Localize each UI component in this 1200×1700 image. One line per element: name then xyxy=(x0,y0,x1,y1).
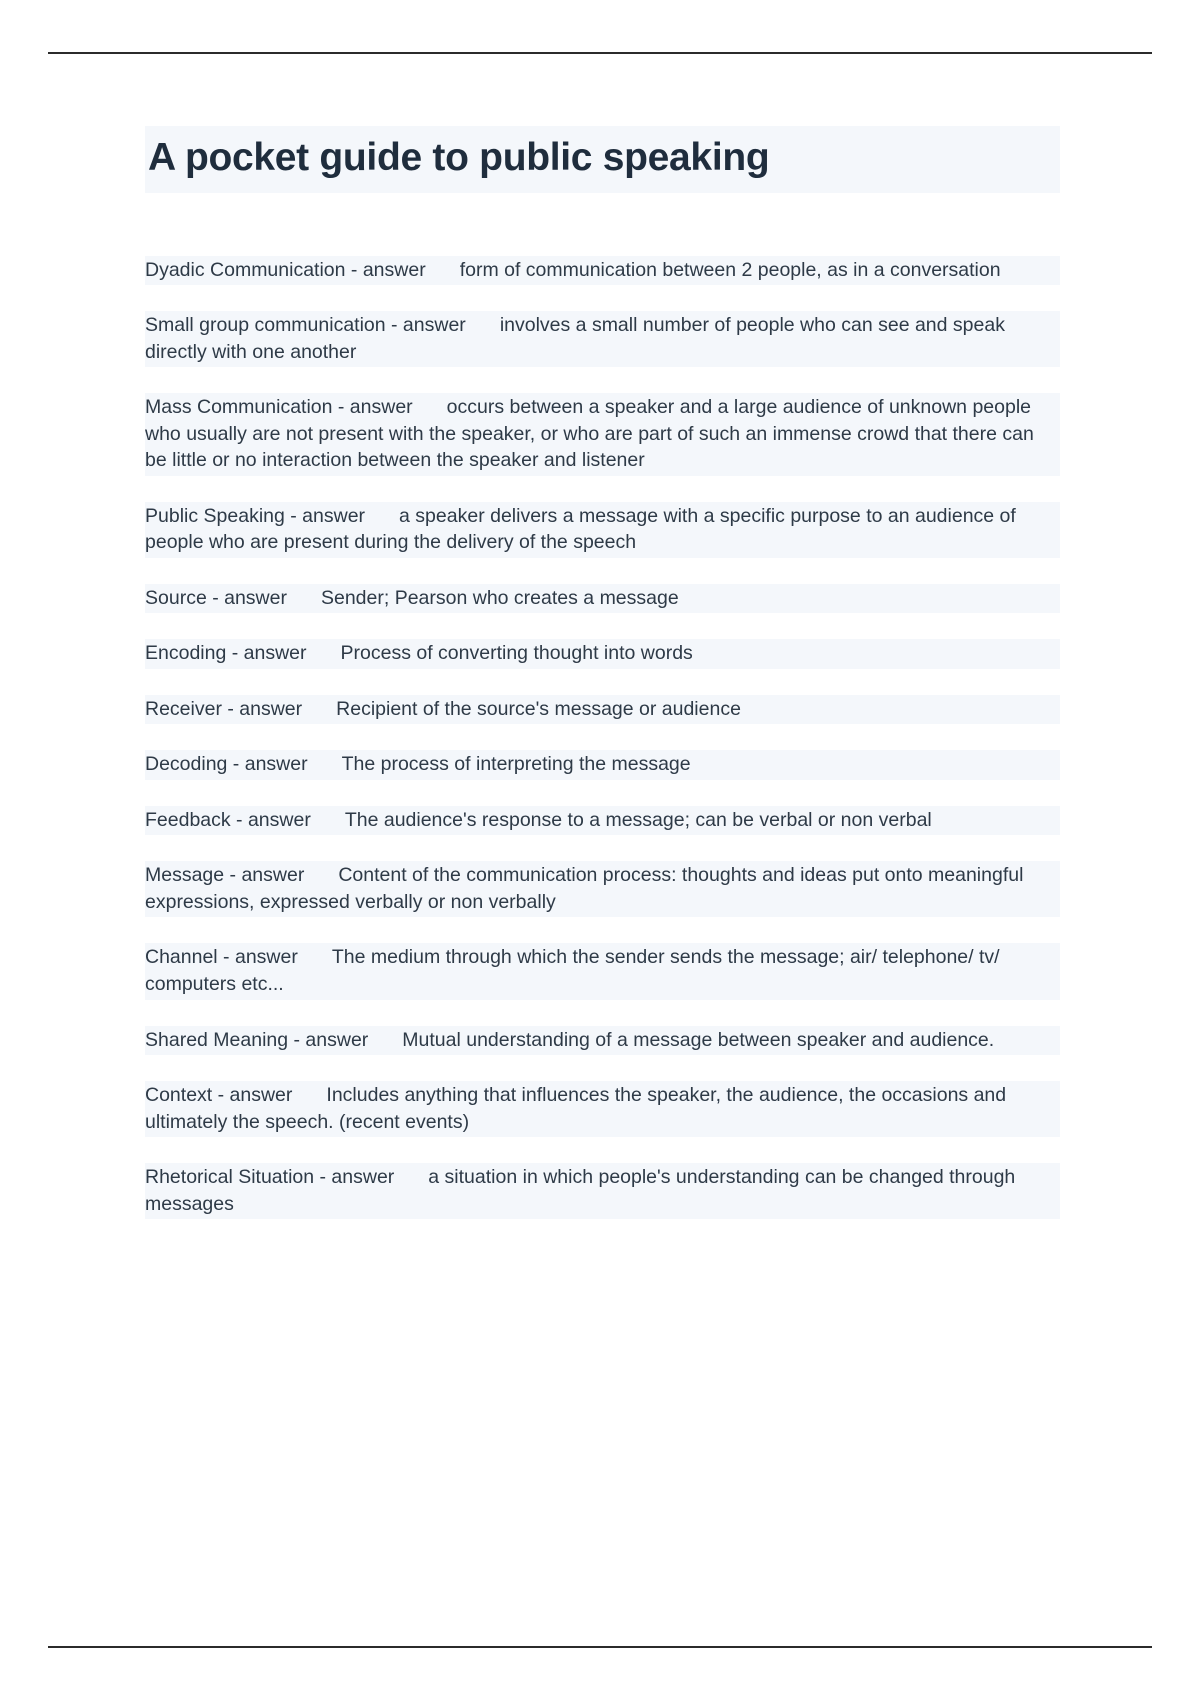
qa-term: Encoding - answer xyxy=(145,642,307,665)
list-item xyxy=(145,502,1060,558)
qa-term: Channel - answer xyxy=(145,946,298,969)
page-title: A pocket guide to public speaking xyxy=(145,126,1060,193)
qa-term: Context - answer xyxy=(145,1084,293,1107)
qa-term: Rhetorical Situation - answer xyxy=(145,1166,395,1189)
list-item xyxy=(145,393,1060,476)
list-item xyxy=(145,1081,1060,1137)
qa-term: Message - answer xyxy=(145,864,305,887)
qa-answer: The medium through which the sender sends the message; air/ telephone/ tv/ computers etc... xyxy=(145,946,1000,995)
qa-term: Feedback - answer xyxy=(145,808,311,831)
qa-answer: The audience's response to a message; can be verbal or non verbal xyxy=(344,808,932,831)
list-item xyxy=(145,806,1060,836)
qa-term: Decoding - answer xyxy=(145,753,308,776)
list-item xyxy=(145,311,1060,367)
list-item xyxy=(145,584,1060,614)
header-divider xyxy=(48,52,1152,54)
qa-term: Source - answer xyxy=(145,586,287,609)
qa-answer: Includes anything that influences the speaker, the audience, the occasions and ultimately the speech. (recent events) xyxy=(145,1084,1007,1133)
qa-answer: form of communication between 2 people, as in a conversation xyxy=(459,258,1001,281)
qa-answer: occurs between a speaker and a large audience of unknown people who usually are not present with the speaker, or who are part of such an immense crowd that there can be little or no interaction between the speaker and listener xyxy=(145,396,1034,472)
qa-term: Mass Communication - answer xyxy=(145,396,413,419)
qa-term: Small group communication - answer xyxy=(145,314,466,337)
qa-answer: The process of interpreting the message xyxy=(341,753,691,776)
list-item xyxy=(145,256,1060,286)
footer-divider xyxy=(48,1646,1152,1648)
list-item xyxy=(145,861,1060,917)
document-content xyxy=(145,126,1060,1245)
qa-answer: Sender; Pearson who creates a message xyxy=(320,586,679,609)
list-item xyxy=(145,639,1060,669)
list-item xyxy=(145,1026,1060,1056)
qa-answer: a situation in which people's understanding can be changed through messages xyxy=(145,1166,1016,1215)
list-item xyxy=(145,943,1060,999)
qa-answer: Process of converting thought into words xyxy=(340,642,693,665)
qa-answer: Recipient of the source's message or audience xyxy=(336,697,741,720)
qa-answer: Mutual understanding of a message between speaker and audience. xyxy=(402,1028,995,1051)
qa-list xyxy=(145,256,1060,1219)
qa-term: Dyadic Communication - answer xyxy=(145,258,426,281)
qa-answer: involves a small number of people who can see and speak directly with one another xyxy=(145,314,1005,363)
qa-term: Shared Meaning - answer xyxy=(145,1028,369,1051)
list-item xyxy=(145,1163,1060,1219)
qa-term: Public Speaking - answer xyxy=(145,504,366,527)
qa-answer: a speaker delivers a message with a specific purpose to an audience of people who are present during the delivery of the speech xyxy=(145,504,1016,554)
list-item xyxy=(145,750,1060,780)
qa-term: Receiver - answer xyxy=(145,697,303,720)
list-item xyxy=(145,695,1060,725)
qa-answer: Content of the communication process: thoughts and ideas put onto meaningful expressions, expressed verbally or non verbally xyxy=(145,864,1024,913)
